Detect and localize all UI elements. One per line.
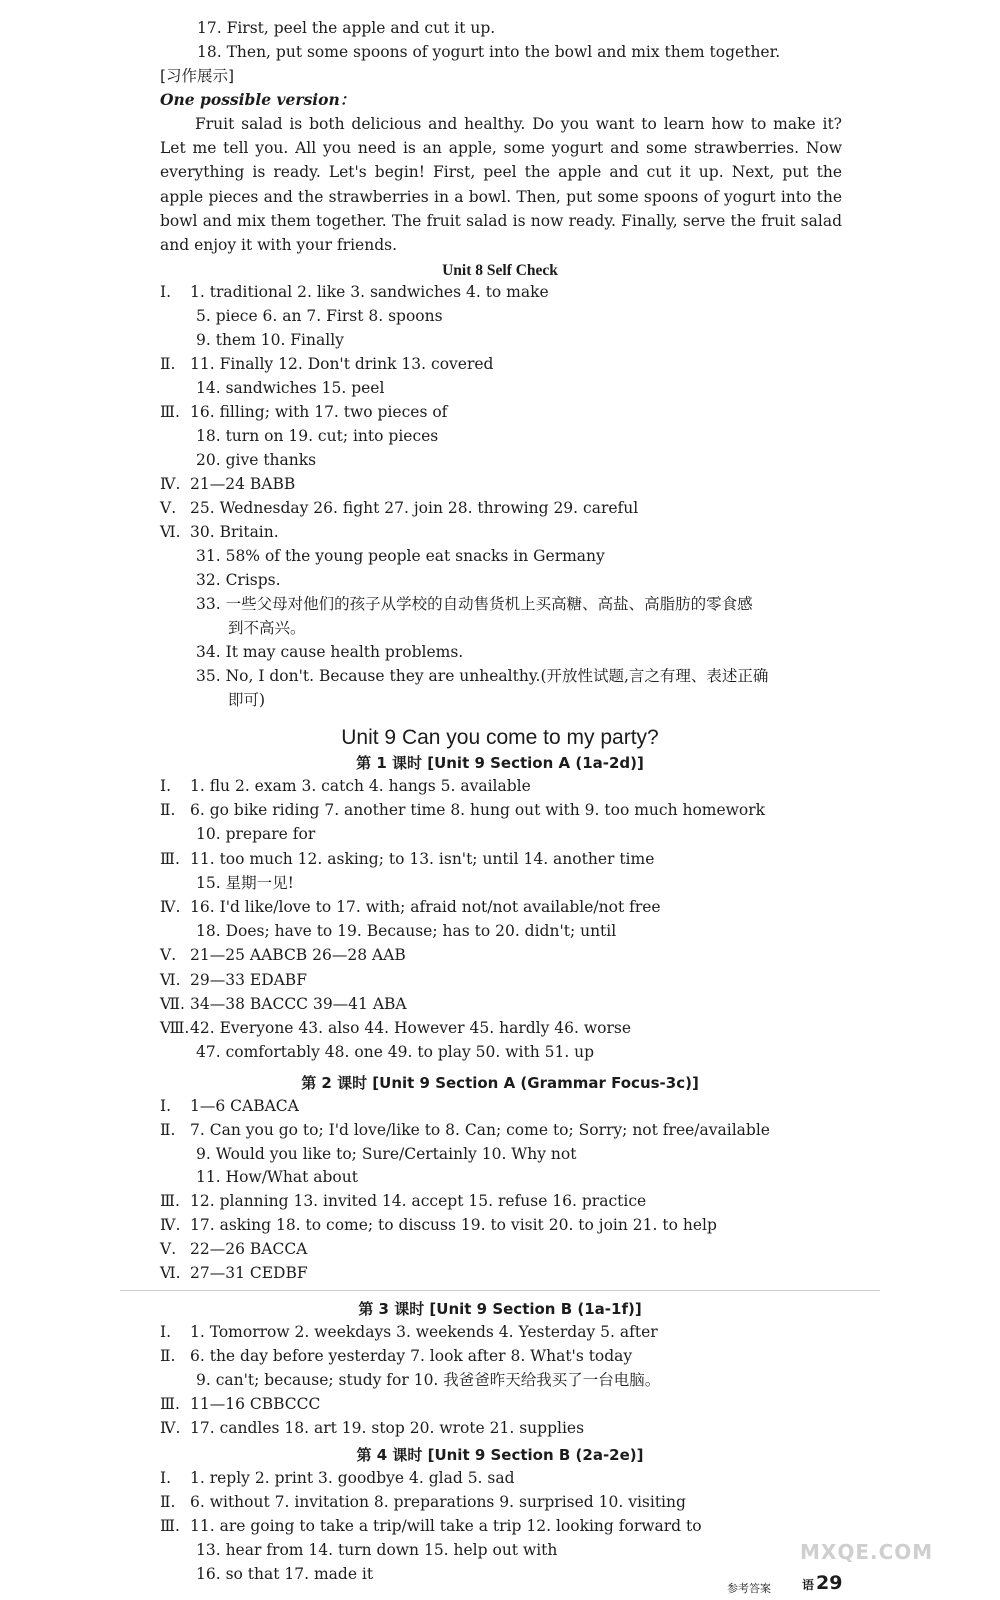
answer-line: 34—38 BACCC 39—41 ABA [190, 995, 407, 1013]
answer-line: 11. How/What about [196, 1168, 358, 1186]
answer-line: 1. traditional 2. like 3. sandwiches 4. to make [190, 283, 549, 301]
answer-line: 42. Everyone 43. also 44. However 45. hardly 46. worse [190, 1019, 632, 1037]
section-numeral: Ⅳ. [160, 1419, 181, 1437]
page-number [802, 1572, 842, 1594]
lesson2-title: 第 2 课时 [Unit 9 Section A (Grammar Focus-3c)] [301, 1074, 699, 1092]
answer-line: 1. Tomorrow 2. weekdays 3. weekends 4. Yesterday 5. after [190, 1323, 658, 1341]
page-prefix: 语 [802, 1578, 815, 1592]
answer-line: 29—33 EDABF [190, 971, 307, 989]
answer-line: 16. I'd like/love to 17. with; afraid not/not available/not free [190, 898, 661, 916]
answer-line: 18. turn on 19. cut; into pieces [196, 427, 439, 445]
answer-line: 5. piece 6. an 7. First 8. spoons [196, 307, 443, 325]
answer-line: 20. give thanks [196, 451, 317, 469]
section-numeral: Ⅱ. [160, 1121, 176, 1139]
answer-line: 6. the day before yesterday 7. look after 8. What's today [190, 1347, 633, 1365]
answer-line: 9. them 10. Finally [196, 331, 344, 349]
answer-line: 17. candles 18. art 19. stop 20. wrote 21. supplies [190, 1419, 585, 1437]
watermark: MXQE.COM [800, 1540, 934, 1564]
version-label: One possible version： [160, 90, 356, 109]
section-numeral: Ⅲ. [160, 403, 180, 421]
answer-line: 1. flu 2. exam 3. catch 4. hangs 5. available [190, 777, 531, 795]
lesson4-title: 第 4 课时 [Unit 9 Section B (2a-2e)] [356, 1446, 644, 1464]
answer-line: 16. filling; with 17. two pieces of [190, 403, 448, 421]
answer-line: 21—24 BABB [190, 475, 296, 493]
section-numeral: Ⅰ. [160, 777, 172, 795]
answer-line: 16. so that 17. made it [196, 1565, 374, 1583]
lesson3-title: 第 3 课时 [Unit 9 Section B (1a-1f)] [358, 1300, 642, 1318]
answer-line: 11. are going to take a trip/will take a trip 12. looking forward to [190, 1517, 702, 1535]
writing-heading: [习作展示] [160, 67, 235, 85]
section-numeral: Ⅳ. [160, 475, 181, 493]
answer-line: 35. No, I don't. Because they are unhealthy.(开放性试题,言之有理、表述正确 [196, 667, 769, 685]
sample-essay: Fruit salad is both delicious and healthy. Do you want to learn how to make it? Let me tell you. All you need is an apple, some yogurt and some strawberries. Now everything is ready. Let's begin! First, peel the apple and cut it up. Next, put the apple pieces and the strawberries in a bowl. Then, put some spoons of yogurt into the bowl and mix them together. The fruit salad is now ready. Finally, serve the fruit salad and enjoy it with your friends. [160, 115, 842, 255]
answer-line: 25. Wednesday 26. fight 27. join 28. throwing 29. careful [190, 499, 639, 517]
section-numeral: Ⅴ. [160, 1240, 177, 1258]
unit9-title: Unit 9 Can you come to my party? [341, 726, 659, 749]
answer-line: 27—31 CEDBF [190, 1264, 308, 1282]
answer-line: 11. too much 12. asking; to 13. isn't; until 14. another time [190, 850, 655, 868]
section-numeral: Ⅰ. [160, 1323, 172, 1341]
answer-line: 9. can't; because; study for 10. 我爸爸昨天给我买了一台电脑。 [196, 1371, 661, 1389]
section-numeral: Ⅶ. [160, 995, 185, 1013]
section-numeral: Ⅵ. [160, 1264, 181, 1282]
section-numeral: Ⅵ. [160, 971, 181, 989]
page-number-value: 29 [816, 1572, 843, 1594]
answer-line: 47. comfortably 48. one 49. to play 50. with 51. up [196, 1043, 595, 1061]
answer-line: 32. Crisps. [196, 571, 281, 589]
answer-line: 30. Britain. [190, 523, 279, 541]
section-numeral: Ⅲ. [160, 1192, 180, 1210]
answer-line: 6. go bike riding 7. another time 8. hung out with 9. too much homework [190, 801, 766, 819]
section-numeral: Ⅰ. [160, 1097, 172, 1115]
answer-line: 即可) [228, 691, 266, 709]
answer-line: 21—25 AABCB 26—28 AAB [190, 946, 406, 964]
footer-section-label: 参考答案 [727, 1582, 771, 1595]
section-numeral: Ⅰ. [160, 283, 172, 301]
section-numeral: Ⅴ. [160, 946, 177, 964]
answer-line: 15. 星期一见! [196, 874, 294, 892]
answer-line: 1—6 CABACA [190, 1097, 299, 1115]
answer-line: 31. 58% of the young people eat snacks in Germany [196, 547, 605, 565]
section-numeral: Ⅲ. [160, 850, 180, 868]
answer-line: 18. Does; have to 19. Because; has to 20. didn't; until [196, 922, 617, 940]
section-numeral: Ⅴ. [160, 499, 177, 517]
section-numeral: Ⅱ. [160, 801, 176, 819]
answer-line: 1. reply 2. print 3. goodbye 4. glad 5. sad [190, 1469, 515, 1487]
answer-line: 34. It may cause health problems. [196, 643, 464, 661]
answer-line: 11—16 CBBCCC [190, 1395, 321, 1413]
answer-line: 11. Finally 12. Don't drink 13. covered [190, 355, 494, 373]
answer-line: 14. sandwiches 15. peel [196, 379, 385, 397]
answer-line: 10. prepare for [196, 825, 316, 843]
self-check-title: Unit 8 Self Check [442, 262, 558, 279]
answer-line: 12. planning 13. invited 14. accept 15. refuse 16. practice [190, 1192, 647, 1210]
section-numeral: Ⅳ. [160, 1216, 181, 1234]
divider [120, 1290, 880, 1291]
answer-line-17: 17. First, peel the apple and cut it up. [197, 19, 496, 37]
answer-line: 33. 一些父母对他们的孩子从学校的自动售货机上买高糖、高盐、高脂肪的零食感 [196, 595, 753, 613]
section-numeral: Ⅲ. [160, 1395, 180, 1413]
answer-line: 到不高兴。 [228, 619, 306, 637]
section-numeral: Ⅲ. [160, 1517, 180, 1535]
answer-line: 7. Can you go to; I'd love/like to 8. Can; come to; Sorry; not free/available [190, 1121, 770, 1139]
section-numeral: Ⅷ. [160, 1019, 190, 1037]
section-numeral: Ⅰ. [160, 1469, 172, 1487]
lesson1-title: 第 1 课时 [Unit 9 Section A (1a-2d)] [356, 754, 644, 772]
section-numeral: Ⅵ. [160, 523, 181, 541]
answer-line-18: 18. Then, put some spoons of yogurt into the bowl and mix them together. [197, 43, 781, 61]
section-numeral: Ⅱ. [160, 1347, 176, 1365]
answer-line: 13. hear from 14. turn down 15. help out with [196, 1541, 558, 1559]
section-numeral: Ⅱ. [160, 355, 176, 373]
answer-line: 9. Would you like to; Sure/Certainly 10. Why not [196, 1145, 577, 1163]
section-numeral: Ⅱ. [160, 1493, 176, 1511]
answer-line: 22—26 BACCA [190, 1240, 308, 1258]
answer-line: 17. asking 18. to come; to discuss 19. to visit 20. to join 21. to help [190, 1216, 717, 1234]
answer-line: 6. without 7. invitation 8. preparations 9. surprised 10. visiting [190, 1493, 686, 1511]
section-numeral: Ⅳ. [160, 898, 181, 916]
